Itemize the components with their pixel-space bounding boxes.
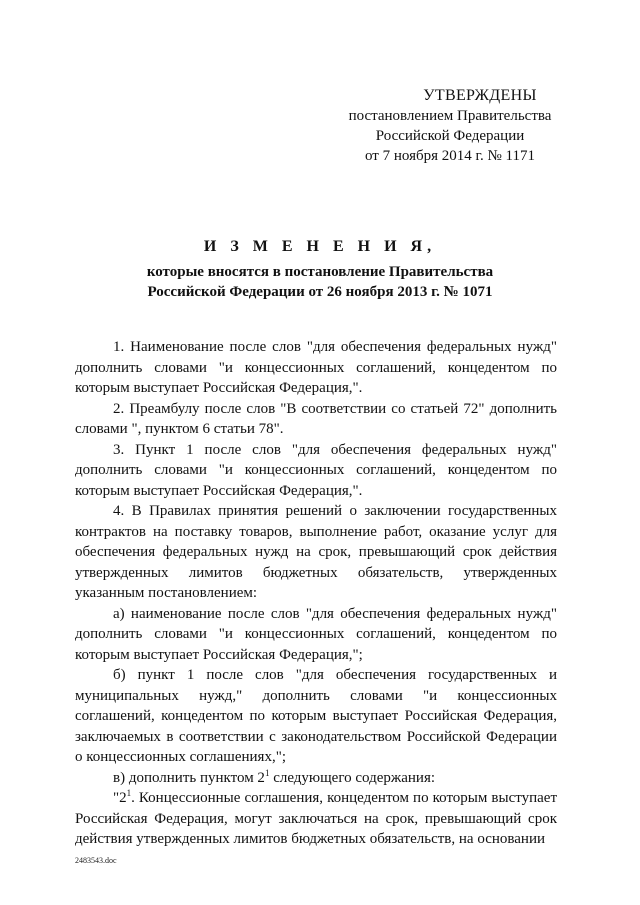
document-subtitle [0, 262, 640, 302]
approval-line-1: постановлением Правительства [348, 108, 552, 124]
paragraph-1: 1. Наименование после слов "для обеспечения федеральных нужд" дополнить словами "и концессионных соглашений, концедентом по которым выступает Российская Федерация,". [75, 339, 557, 396]
paragraph-4v-suffix: следующего содержания: [269, 769, 436, 786]
paragraph-4: 4. В Правилах принятия решений о заключении государственных контрактов на поставку товаров, выполнение работ, оказание услуг для обеспечения федеральных нужд на срок, превышающий срок действия утвержденных лимитов бюджетных обязательств, утвержденных указанным постановлением: [75, 503, 557, 601]
approval-line-2: Российской Федерации [375, 128, 525, 144]
paragraph-4v-prefix: в) дополнить пунктом 2 [113, 769, 265, 786]
paragraph-4b: б) пункт 1 после слов "для обеспечения государственных и муниципальных нужд," дополнить словами "и концессионных соглашений, концедентом по которым выступает Российская Федерация, заключаемых в соответствии с законодательством Российской Федерации о концессионных соглашениях,"; [75, 667, 557, 765]
paragraph-3: 3. Пункт 1 после слов "для обеспечения федеральных нужд" дополнить словами "и концессионных соглашений, концедентом по которым выступает Российская Федерация,". [75, 441, 557, 499]
approval-block [330, 86, 570, 166]
document-title: И З М Е Н Е Н И Я, [203, 238, 437, 255]
paragraph-4v-sup: 1 [264, 767, 270, 778]
approval-line-3: от 7 ноября 2014 г. № 1171 [365, 148, 535, 164]
paragraph-2: 2. Преамбулу после слов "В соответствии со статьей 72" дополнить словами ", пунктом 6 статьи 78". [75, 400, 557, 437]
paragraph-4v [75, 768, 557, 789]
subtitle-line-2: Российской Федерации от 26 ноября 2013 г. № 1071 [147, 284, 493, 300]
paragraph-2-1-text: . Концессионные соглашения, концедентом по которым выступает Российская Федерация, могут заключаться на срок, превышающий срок действия утвержденных лимитов бюджетных обязательств, на основании [75, 790, 557, 847]
approval-heading: УТВЕРЖДЕНЫ [423, 87, 537, 104]
footer-filename: 2483543.doc [75, 856, 117, 865]
paragraph-4a: а) наименование после слов "для обеспечения федеральных нужд" дополнить словами "и концессионных соглашений, концедентом по которым выступает Российская Федерация,"; [75, 605, 557, 663]
paragraph-2-1-sup: 1 [126, 788, 132, 798]
document-body [75, 337, 557, 850]
subtitle-line-1: которые вносятся в постановление Правительства [146, 264, 494, 280]
paragraph-2-1 [75, 788, 557, 850]
paragraph-2-1-prefix: "2 [113, 790, 127, 806]
